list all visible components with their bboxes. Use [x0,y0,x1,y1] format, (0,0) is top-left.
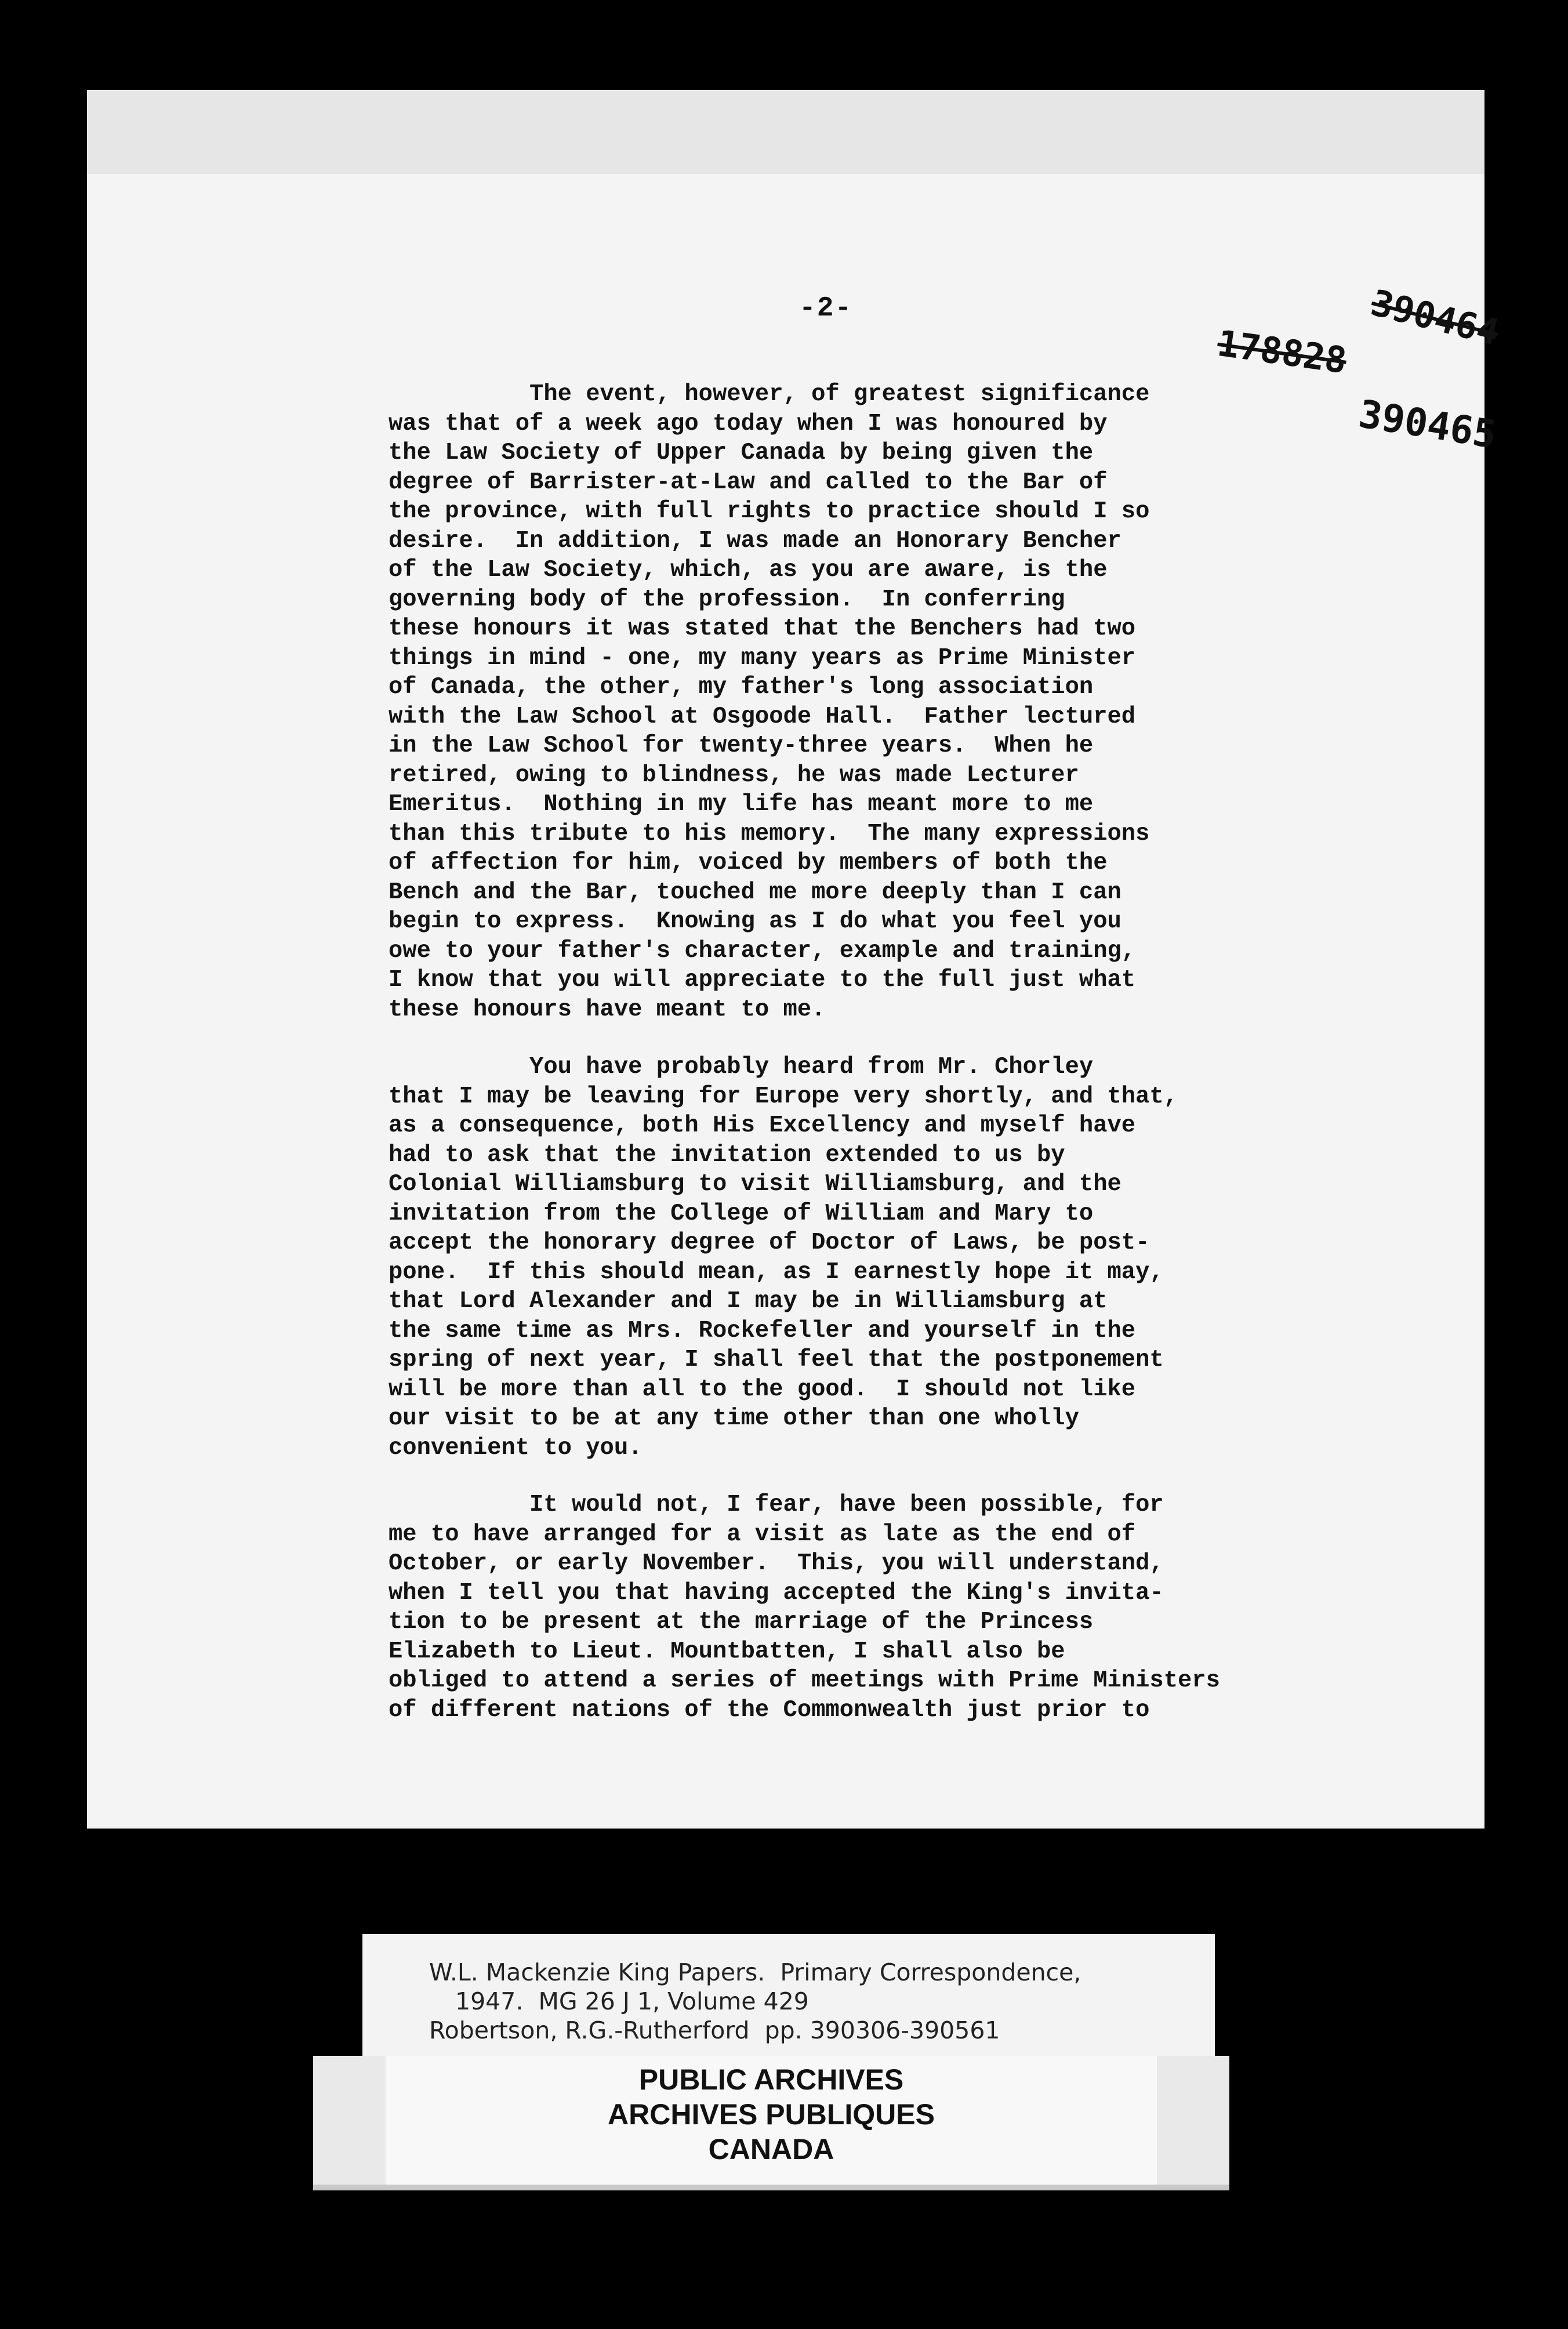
text-line: with the Law School at Osgoode Hall. Father lectured [389,703,1136,730]
citation-line: 1947. MG 26 J 1, Volume 429 [455,1987,809,2015]
text-line: things in mind - one, my many years as Prime Minister [389,644,1136,672]
text-line: had to ask that the invitation extended to us by [389,1141,1065,1169]
text-line: October, or early November. This, you will understand, [389,1550,1164,1577]
text-line: these honours it was stated that the Benchers had two [389,615,1136,642]
text-line: governing body of the profession. In conferring [389,586,1065,613]
stamp-line: ARCHIVES PUBLIQUES [608,2098,935,2131]
struck-reference-number: 178828 [1214,322,1349,382]
text-line: as a consequence, both His Excellency and myself have [389,1112,1136,1139]
text-line: pone. If this should mean, as I earnestly hope it may, [389,1258,1164,1286]
text-line: when I tell you that having accepted the King's invita- [389,1579,1164,1606]
text-line: convenient to you. [389,1434,643,1461]
citation-line: W.L. Mackenzie King Papers. Primary Correspondence, [429,1958,1081,1986]
text-line: our visit to be at any time other than one wholly [389,1405,1079,1432]
text-line: invitation from the College of William and Mary to [389,1200,1094,1227]
reference-number-stamp: 390465 [1355,391,1500,458]
text-line: these honours have meant to me. [389,996,826,1023]
citation-line: Robertson, R.G.-Rutherford pp. 390306-390561 [429,2016,1000,2044]
text-line: the Law Society of Upper Canada by being given the [389,440,1094,466]
text-line: than this tribute to his memory. The many expressions [389,820,1150,847]
text-line: Elizabeth to Lieut. Mountbatten, I shall also be [389,1638,1065,1665]
text-line: will be more than all to the good. I should not like [389,1376,1136,1403]
text-line: tion to be present at the marriage of the Princess [389,1609,1094,1635]
text-line: in the Law School for twenty-three years. When he [389,732,1094,759]
text-line: was that of a week ago today when I was honoured by [389,410,1108,437]
text-line: me to have arranged for a visit as late as the end of [389,1521,1136,1548]
text-line: the same time as Mrs. Rockefeller and yourself in the [389,1317,1136,1344]
text-line: Emeritus. Nothing in my life has meant more to me [389,791,1094,818]
public-archives-stamp [313,2056,1229,2190]
stamp-card [386,2056,1157,2190]
text-line: accept the honorary degree of Doctor of Laws, be post- [389,1229,1150,1256]
text-line: Colonial Williamsburg to visit Williamsburg, and the [389,1171,1121,1198]
text-line: The event, however, of greatest significance [389,381,1150,408]
text-line: of different nations of the Commonwealth just prior to [389,1696,1150,1724]
text-line: begin to express. Knowing as I do what you feel you [389,908,1121,935]
text-line: It would not, I fear, have been possible, for [389,1492,1164,1518]
text-line: spring of next year, I shall feel that the postponement [389,1347,1164,1373]
letter-paragraph [389,1053,1432,1463]
stamp-line: PUBLIC ARCHIVES [638,2063,904,2096]
text-line: of the Law Society, which, as you are aware, is the [389,557,1108,583]
letter-paragraph [389,1490,1432,1725]
letter-paragraph [389,380,1432,1024]
text-line: obliged to attend a series of meetings with Prime Ministers [389,1667,1220,1694]
text-line: owe to your father's character, example and training, [389,937,1136,964]
page-top-strip [87,90,1484,174]
page-number: -2- [799,293,853,324]
text-line: degree of Barrister-at-Law and called to the Bar of [389,469,1108,496]
text-line: the province, with full rights to practice should I so [389,498,1150,525]
text-line: I know that you will appreciate to the full just what [389,967,1136,993]
text-line: of Canada, the other, my father's long association [389,674,1094,701]
text-line: Bench and the Bar, touched me more deeply than I can [389,879,1121,906]
text-line: that Lord Alexander and I may be in Williamsburg at [389,1288,1108,1315]
text-line: retired, owing to blindness, he was made Lecturer [389,761,1079,789]
archive-citation-label [362,1934,1215,2065]
stamp-edge [313,2185,1229,2190]
text-line: that I may be leaving for Europe very shortly, and that, [389,1083,1178,1110]
text-line: You have probably heard from Mr. Chorley [389,1054,1094,1080]
struck-reference-number: 390464 [1367,281,1504,354]
text-line: of affection for him, voiced by members of both the [389,850,1108,876]
text-line: desire. In addition, I was made an Honorary Bencher [389,527,1121,554]
stamp-line: CANADA [708,2133,834,2165]
